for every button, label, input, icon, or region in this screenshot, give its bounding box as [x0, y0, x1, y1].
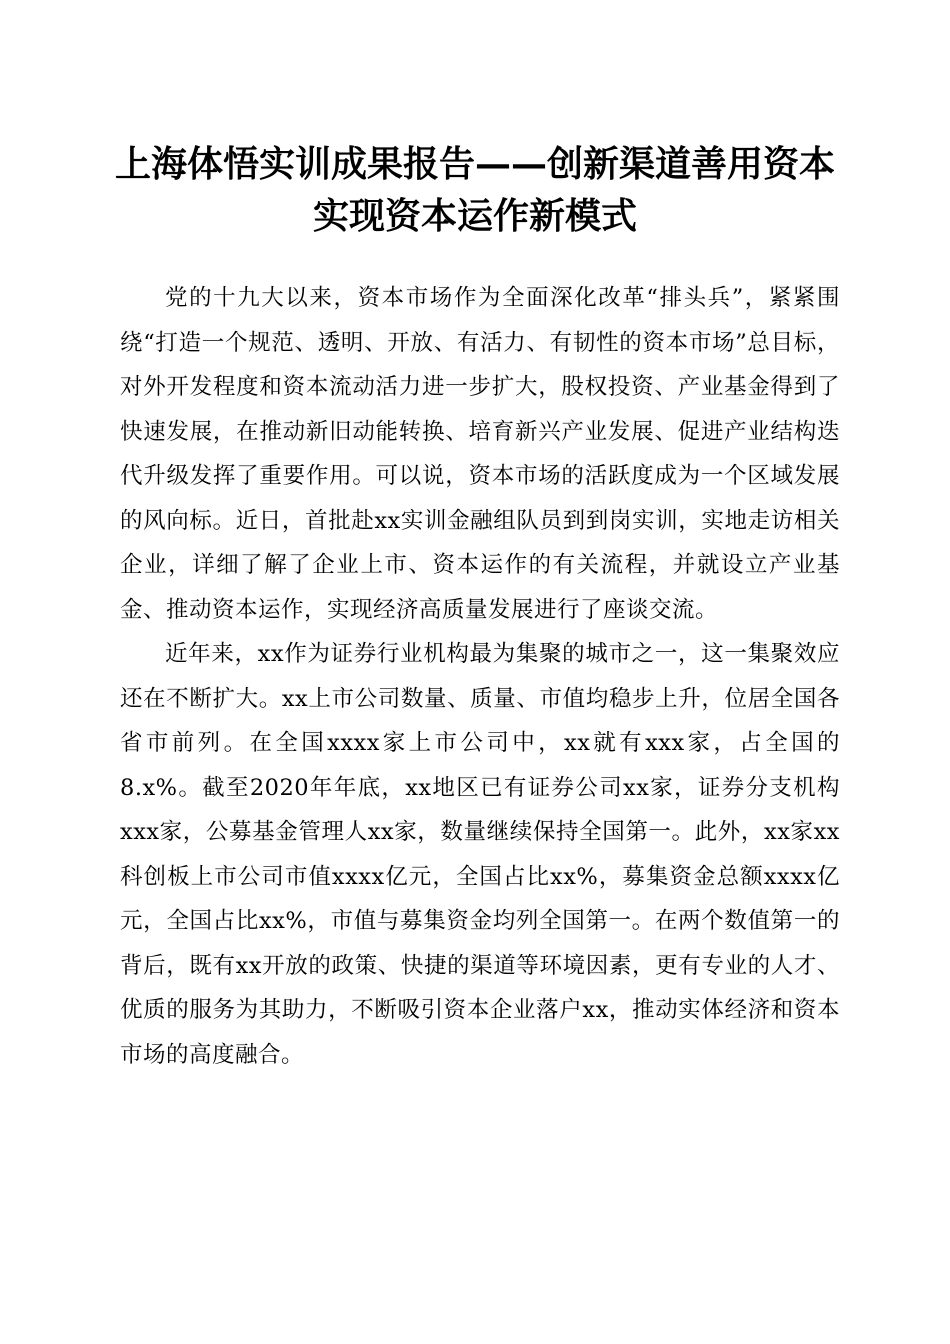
document-title [90, 138, 860, 242]
title-line-2: 实现资本运作新模式 [312, 195, 637, 237]
title-line-1: 上海体悟实训成果报告——创新渠道善用资本 [114, 143, 835, 185]
paragraph-1: 党的十九大以来，资本市场作为全面深化改革“排头兵”，紧紧围绕“打造一个规范、透明、开放、有活力、有韧性的资本市场”总目标，对外开发程度和资本流动活力进一步扩大，股权投资、产业基金得到了快速发展，在推动新旧动能转换、培育新兴产业发展、促进产业结构迭代升级发挥了重要作用。可以说，资本市场的活跃度成为一个区域发展的风向标。近日，首批赴xx实训金融组队员到到岗实训，实地走访相关企业，详细了解了企业上市、资本运作的有关流程，并就设立产业基金、推动资本运作，实现经济高质量发展进行了座谈交流。 [120, 285, 840, 623]
document-body [120, 276, 840, 1077]
paragraph-2: 近年来，xx作为证券行业机构最为集聚的城市之一，这一集聚效应还在不断扩大。xx上市公司数量、质量、市值均稳步上升，位居全国各省市前列。在全国xxxx家上市公司中，xx就有xxx家，占全国的8.x%。截至2020年年底，xx地区已有证券公司xx家，证券分支机构xxx家，公募基金管理人xx家，数量继续保持全国第一。此外，xx家xx科创板上市公司市值xxxx亿元，全国占比xx%，募集资金总额xxxx亿元，全国占比xx%，市值与募集资金均列全国第一。在两个数值第一的背后，既有xx开放的政策、快捷的渠道等环境因素，更有专业的人才、优质的服务为其助力，不断吸引资本企业落户xx，推动实体经济和资本市场的高度融合。 [120, 641, 840, 1068]
